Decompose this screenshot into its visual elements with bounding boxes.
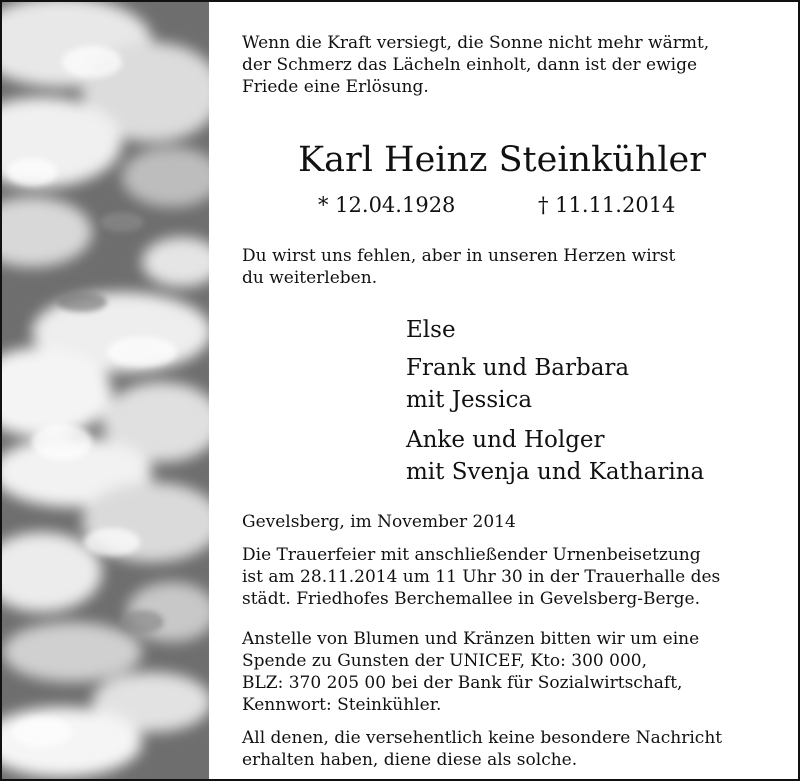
family-member: Frank und Barbara mit Jessica	[406, 355, 630, 413]
family-member: Else	[406, 317, 456, 343]
ceremony-info: Die Trauerfeier mit anschließender Urnenbeisetzung ist am 28.11.2014 um 11 Uhr 30 in der Trauerhalle des städt. Friedhofes Berchemallee in Gevelsberg-Berge.	[242, 545, 721, 609]
farewell-text: Du wirst uns fehlen, aber in unseren Herzen wirst du weiterleben.	[242, 246, 676, 288]
birth-date: * 12.04.1928	[318, 193, 456, 217]
death-date: † 11.11.2014	[538, 193, 676, 217]
notice-text: All denen, die versehentlich keine besondere Nachricht erhalten haben, diene diese als solche.	[242, 728, 723, 770]
place-and-date: Gevelsberg, im November 2014	[242, 512, 516, 532]
family-member: Anke und Holger mit Svenja und Katharina	[406, 427, 705, 485]
donation-info: Anstelle von Blumen und Kränzen bitten wir um eine Spende zu Gunsten der UNICEF, Kto: 300 000, BLZ: 370 205 00 bei der Bank für Sozialwirtschaft, Kennwort: Steinkühler.	[242, 629, 700, 715]
cloud-sky-image	[2, 2, 209, 781]
opening-quote: Wenn die Kraft versiegt, die Sonne nicht mehr wärmt, der Schmerz das Lächeln einholt, dann ist der ewige Friede eine Erlösung.	[242, 33, 710, 97]
deceased-name: Karl Heinz Steinkühler	[297, 140, 707, 180]
